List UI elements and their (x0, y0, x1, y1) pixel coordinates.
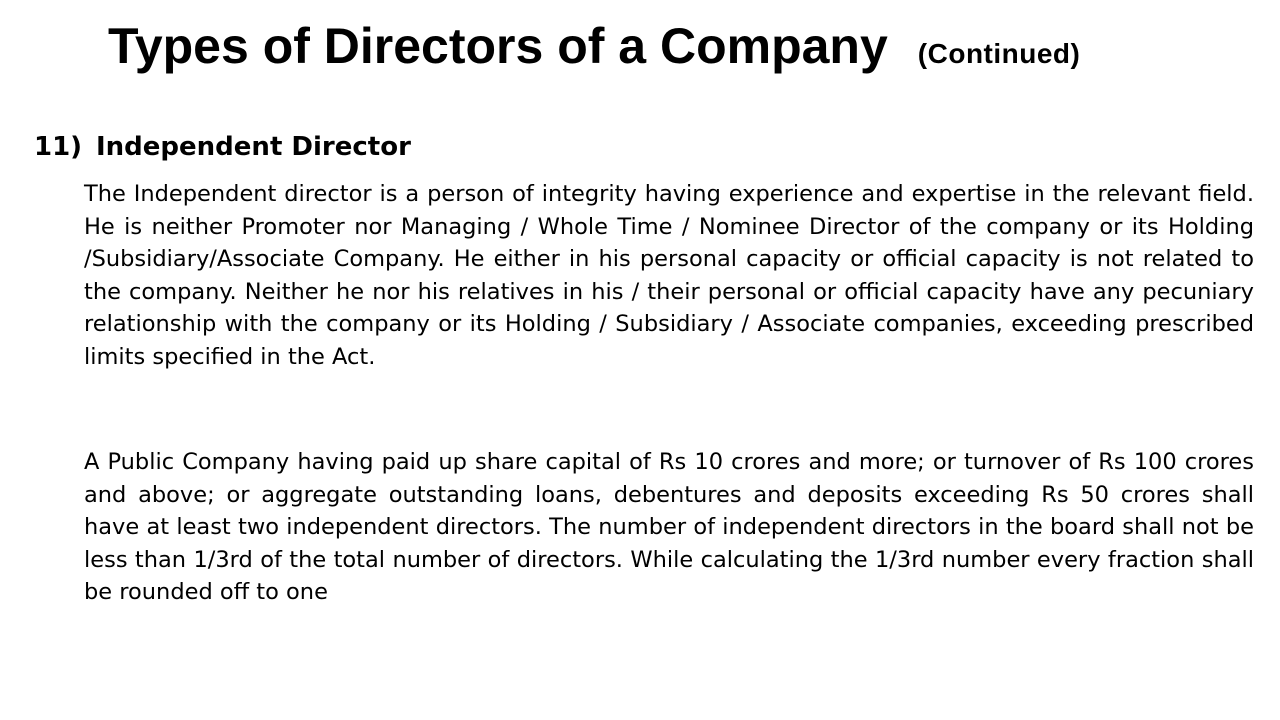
slide-title-suffix: (Continued) (917, 38, 1081, 69)
section-heading (34, 127, 411, 167)
section-heading-text: Independent Director (96, 132, 411, 162)
slide-title (108, 14, 1228, 86)
paragraph-independent-director-requirement: A Public Company having paid up share capital of Rs 10 crores and more; or turnover of Rs 100 crores and above; or aggregate outstanding loans, debentures and deposits exceeding Rs 50 crores shall have at least two independent directors. The number of independent directors in the board shall not be less than 1/3rd of the total number of directors. While calculating the 1/3rd number every fraction shall be rounded off to one (84, 449, 1254, 605)
section-number: 11) (34, 132, 83, 162)
slide-title-main: Types of Directors of a Company (108, 18, 888, 74)
paragraph-independent-director-definition: The Independent director is a person of integrity having experience and expertise in the relevant field. He is neither Promoter nor Managing / Whole Time / Nominee Director of the company or its Holding /Subsidiary/Associate Company. He either in his personal capacity or official capacity is not related to the company. Neither he nor his relatives in his / their personal or official capacity have any pecuniary relationship with the company or its Holding / Subsidiary / Associate companies, exceeding prescribed limits specified in the Act. (84, 181, 1254, 370)
